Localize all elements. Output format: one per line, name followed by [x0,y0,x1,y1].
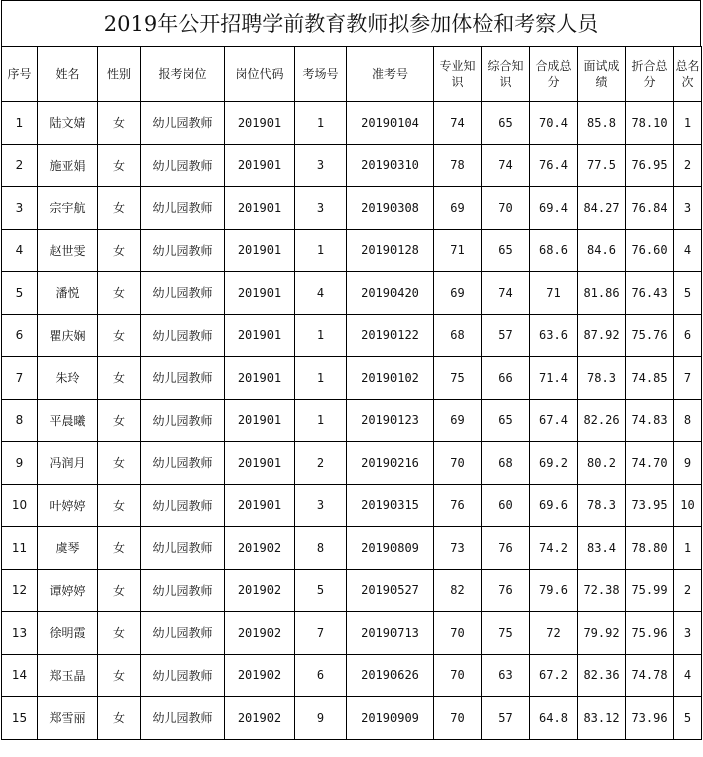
cell-combined-score: 71 [530,272,578,315]
table-row [2,357,702,400]
cell-professional-knowledge: 76 [434,484,482,527]
cell-converted-total: 75.76 [626,314,674,357]
table-header-row [2,47,702,102]
header-general-knowledge: 综合知识 [482,47,530,102]
cell-name: 郑玉晶 [38,654,98,697]
cell-position: 幼儿园教师 [141,569,225,612]
header-professional-knowledge: 专业知识 [434,47,482,102]
cell-seq: 13 [2,612,38,655]
cell-combined-score: 71.4 [530,357,578,400]
cell-name: 宗宇航 [38,187,98,230]
cell-interview-score: 82.26 [578,399,626,442]
cell-converted-total: 78.80 [626,527,674,570]
table-row [2,314,702,357]
cell-ticket-no: 20190128 [347,229,434,272]
cell-professional-knowledge: 78 [434,144,482,187]
cell-position-code: 201901 [225,399,295,442]
table-row [2,527,702,570]
cell-position: 幼儿园教师 [141,187,225,230]
cell-general-knowledge: 75 [482,612,530,655]
cell-ticket-no: 20190626 [347,654,434,697]
cell-seq: 12 [2,569,38,612]
header-interview-score: 面试成绩 [578,47,626,102]
cell-general-knowledge: 65 [482,102,530,145]
cell-overall-rank: 4 [674,229,702,272]
cell-name: 朱玲 [38,357,98,400]
cell-general-knowledge: 63 [482,654,530,697]
cell-gender: 女 [98,102,141,145]
cell-professional-knowledge: 70 [434,654,482,697]
cell-professional-knowledge: 75 [434,357,482,400]
cell-interview-score: 72.38 [578,569,626,612]
cell-gender: 女 [98,272,141,315]
cell-position-code: 201902 [225,612,295,655]
cell-interview-score: 78.3 [578,357,626,400]
cell-exam-room: 6 [295,654,347,697]
cell-seq: 15 [2,697,38,740]
cell-name: 平晨曦 [38,399,98,442]
cell-exam-room: 1 [295,102,347,145]
cell-position-code: 201902 [225,527,295,570]
cell-combined-score: 67.2 [530,654,578,697]
cell-interview-score: 84.6 [578,229,626,272]
cell-seq: 8 [2,399,38,442]
cell-combined-score: 63.6 [530,314,578,357]
cell-general-knowledge: 68 [482,442,530,485]
cell-exam-room: 4 [295,272,347,315]
table-row [2,569,702,612]
cell-position-code: 201902 [225,569,295,612]
cell-interview-score: 87.92 [578,314,626,357]
cell-interview-score: 81.86 [578,272,626,315]
cell-exam-room: 2 [295,442,347,485]
cell-seq: 1 [2,102,38,145]
header-seq: 序号 [2,47,38,102]
cell-overall-rank: 3 [674,187,702,230]
cell-professional-knowledge: 70 [434,612,482,655]
cell-ticket-no: 20190809 [347,527,434,570]
cell-professional-knowledge: 68 [434,314,482,357]
cell-combined-score: 64.8 [530,697,578,740]
cell-general-knowledge: 70 [482,187,530,230]
cell-general-knowledge: 76 [482,569,530,612]
cell-ticket-no: 20190310 [347,144,434,187]
cell-general-knowledge: 76 [482,527,530,570]
cell-interview-score: 78.3 [578,484,626,527]
cell-seq: 3 [2,187,38,230]
cell-overall-rank: 5 [674,697,702,740]
cell-combined-score: 70.4 [530,102,578,145]
cell-position: 幼儿园教师 [141,612,225,655]
cell-general-knowledge: 74 [482,272,530,315]
cell-position-code: 201902 [225,654,295,697]
cell-position: 幼儿园教师 [141,527,225,570]
cell-position-code: 201901 [225,484,295,527]
table-row [2,229,702,272]
cell-exam-room: 5 [295,569,347,612]
cell-gender: 女 [98,442,141,485]
cell-ticket-no: 20190104 [347,102,434,145]
table-row [2,272,702,315]
header-combined-score: 合成总分 [530,47,578,102]
cell-seq: 2 [2,144,38,187]
table-row [2,187,702,230]
cell-professional-knowledge: 69 [434,272,482,315]
cell-ticket-no: 20190420 [347,272,434,315]
header-position: 报考岗位 [141,47,225,102]
cell-professional-knowledge: 74 [434,102,482,145]
cell-name: 瞿庆娴 [38,314,98,357]
cell-converted-total: 75.99 [626,569,674,612]
cell-overall-rank: 7 [674,357,702,400]
cell-converted-total: 78.10 [626,102,674,145]
cell-overall-rank: 8 [674,399,702,442]
header-name: 姓名 [38,47,98,102]
cell-professional-knowledge: 70 [434,697,482,740]
cell-position: 幼儿园教师 [141,399,225,442]
cell-seq: 7 [2,357,38,400]
cell-interview-score: 80.2 [578,442,626,485]
cell-combined-score: 69.2 [530,442,578,485]
table-row [2,484,702,527]
table-row [2,144,702,187]
header-gender: 性别 [98,47,141,102]
cell-seq: 14 [2,654,38,697]
cell-position-code: 201902 [225,697,295,740]
cell-position: 幼儿园教师 [141,654,225,697]
cell-overall-rank: 9 [674,442,702,485]
cell-combined-score: 74.2 [530,527,578,570]
table-row [2,102,702,145]
cell-position-code: 201901 [225,314,295,357]
cell-combined-score: 69.4 [530,187,578,230]
cell-gender: 女 [98,314,141,357]
cell-ticket-no: 20190216 [347,442,434,485]
cell-seq: 5 [2,272,38,315]
cell-combined-score: 69.6 [530,484,578,527]
cell-combined-score: 79.6 [530,569,578,612]
cell-name: 施亚娟 [38,144,98,187]
cell-position: 幼儿园教师 [141,272,225,315]
cell-general-knowledge: 74 [482,144,530,187]
cell-interview-score: 85.8 [578,102,626,145]
header-overall-rank: 总名次 [674,47,702,102]
header-exam-room: 考场号 [295,47,347,102]
cell-position: 幼儿园教师 [141,484,225,527]
cell-gender: 女 [98,484,141,527]
cell-position-code: 201901 [225,272,295,315]
cell-combined-score: 67.4 [530,399,578,442]
table-row [2,697,702,740]
cell-position: 幼儿园教师 [141,357,225,400]
cell-position: 幼儿园教师 [141,229,225,272]
cell-name: 郑雪丽 [38,697,98,740]
header-position-code: 岗位代码 [225,47,295,102]
cell-name: 虞琴 [38,527,98,570]
cell-general-knowledge: 60 [482,484,530,527]
cell-general-knowledge: 57 [482,697,530,740]
cell-exam-room: 1 [295,357,347,400]
cell-general-knowledge: 65 [482,229,530,272]
cell-name: 徐明霞 [38,612,98,655]
cell-converted-total: 76.60 [626,229,674,272]
header-ticket-no: 准考号 [347,47,434,102]
cell-overall-rank: 10 [674,484,702,527]
cell-seq: 9 [2,442,38,485]
cell-exam-room: 8 [295,527,347,570]
cell-exam-room: 1 [295,314,347,357]
cell-position: 幼儿园教师 [141,697,225,740]
cell-exam-room: 3 [295,484,347,527]
cell-overall-rank: 4 [674,654,702,697]
cell-position: 幼儿园教师 [141,442,225,485]
cell-converted-total: 76.84 [626,187,674,230]
document-title: 2019年公开招聘学前教育教师拟参加体检和考察人员 [1,0,701,46]
cell-general-knowledge: 66 [482,357,530,400]
cell-interview-score: 79.92 [578,612,626,655]
cell-interview-score: 83.12 [578,697,626,740]
cell-position: 幼儿园教师 [141,102,225,145]
cell-name: 赵世雯 [38,229,98,272]
table-row [2,399,702,442]
cell-ticket-no: 20190122 [347,314,434,357]
cell-gender: 女 [98,187,141,230]
cell-overall-rank: 2 [674,144,702,187]
table-row [2,612,702,655]
cell-name: 冯润月 [38,442,98,485]
cell-seq: 4 [2,229,38,272]
cell-exam-room: 7 [295,612,347,655]
cell-ticket-no: 20190315 [347,484,434,527]
cell-overall-rank: 6 [674,314,702,357]
cell-converted-total: 74.70 [626,442,674,485]
cell-exam-room: 9 [295,697,347,740]
cell-name: 谭婷婷 [38,569,98,612]
cell-converted-total: 74.85 [626,357,674,400]
cell-position-code: 201901 [225,102,295,145]
cell-position-code: 201901 [225,442,295,485]
cell-position: 幼儿园教师 [141,314,225,357]
cell-converted-total: 74.78 [626,654,674,697]
cell-overall-rank: 2 [674,569,702,612]
cell-combined-score: 72 [530,612,578,655]
cell-overall-rank: 1 [674,527,702,570]
cell-professional-knowledge: 69 [434,187,482,230]
cell-professional-knowledge: 73 [434,527,482,570]
cell-gender: 女 [98,399,141,442]
cell-exam-room: 1 [295,229,347,272]
cell-position: 幼儿园教师 [141,144,225,187]
cell-gender: 女 [98,569,141,612]
cell-ticket-no: 20190308 [347,187,434,230]
cell-gender: 女 [98,229,141,272]
table-body [2,102,702,740]
cell-overall-rank: 3 [674,612,702,655]
cell-seq: 10 [2,484,38,527]
cell-converted-total: 73.95 [626,484,674,527]
cell-converted-total: 76.95 [626,144,674,187]
cell-name: 叶婷婷 [38,484,98,527]
cell-converted-total: 73.96 [626,697,674,740]
cell-name: 潘悦 [38,272,98,315]
cell-professional-knowledge: 82 [434,569,482,612]
cell-ticket-no: 20190123 [347,399,434,442]
cell-ticket-no: 20190909 [347,697,434,740]
cell-professional-knowledge: 69 [434,399,482,442]
cell-combined-score: 68.6 [530,229,578,272]
cell-gender: 女 [98,144,141,187]
cell-converted-total: 75.96 [626,612,674,655]
cell-general-knowledge: 65 [482,399,530,442]
cell-overall-rank: 1 [674,102,702,145]
cell-gender: 女 [98,697,141,740]
cell-overall-rank: 5 [674,272,702,315]
cell-combined-score: 76.4 [530,144,578,187]
cell-interview-score: 83.4 [578,527,626,570]
cell-ticket-no: 20190527 [347,569,434,612]
cell-gender: 女 [98,357,141,400]
cell-exam-room: 3 [295,187,347,230]
cell-ticket-no: 20190713 [347,612,434,655]
cell-position-code: 201901 [225,144,295,187]
cell-gender: 女 [98,612,141,655]
cell-general-knowledge: 57 [482,314,530,357]
table-row [2,654,702,697]
table-row [2,442,702,485]
cell-exam-room: 1 [295,399,347,442]
cell-ticket-no: 20190102 [347,357,434,400]
cell-exam-room: 3 [295,144,347,187]
cell-gender: 女 [98,654,141,697]
cell-interview-score: 82.36 [578,654,626,697]
cell-converted-total: 76.43 [626,272,674,315]
cell-professional-knowledge: 71 [434,229,482,272]
cell-name: 陆文婧 [38,102,98,145]
results-table [1,46,702,740]
header-converted-total: 折合总分 [626,47,674,102]
cell-interview-score: 77.5 [578,144,626,187]
cell-position-code: 201901 [225,187,295,230]
cell-seq: 6 [2,314,38,357]
cell-position-code: 201901 [225,229,295,272]
cell-interview-score: 84.27 [578,187,626,230]
cell-professional-knowledge: 70 [434,442,482,485]
cell-gender: 女 [98,527,141,570]
cell-position-code: 201901 [225,357,295,400]
cell-seq: 11 [2,527,38,570]
cell-converted-total: 74.83 [626,399,674,442]
